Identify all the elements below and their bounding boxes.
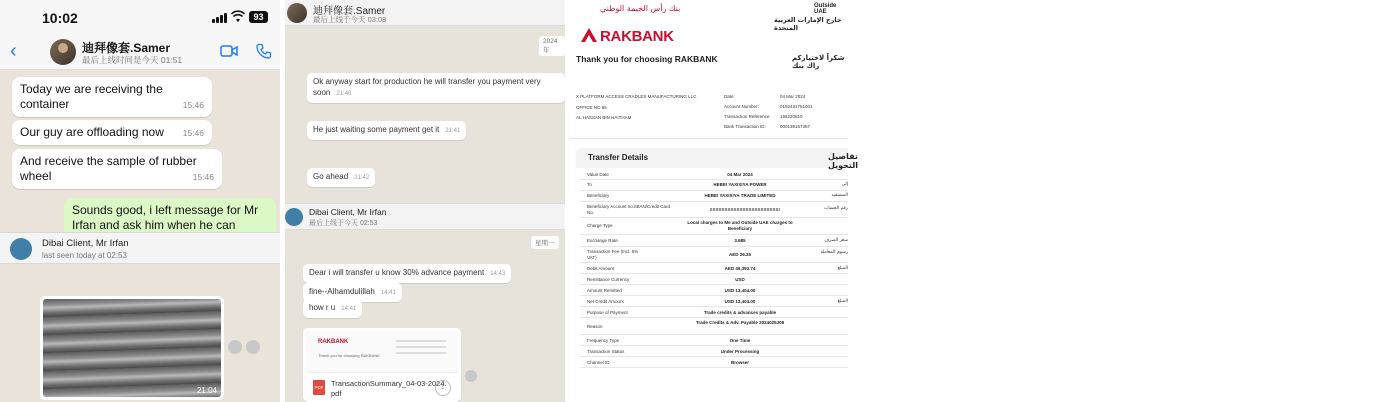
divider — [570, 138, 848, 139]
contact-avatar-icon — [10, 238, 32, 260]
last-seen: 最后上线于今天 02:53 — [309, 220, 378, 227]
contact-name[interactable]: 迪拜像套.Samer — [313, 6, 386, 17]
outside-uae-label: Outside UAE — [814, 3, 837, 15]
download-icon[interactable] — [435, 380, 451, 396]
rakbank-logo-icon — [580, 26, 598, 44]
message-text: Go ahead — [313, 172, 349, 181]
message-time: 14:41 — [380, 290, 396, 296]
pdf-file-icon: PDF — [313, 380, 325, 395]
message-time: 21:41 — [445, 128, 461, 134]
chat-header — [0, 34, 280, 70]
mobile-chat-screenshot — [0, 0, 280, 402]
contact-name: Dibai Client, Mr Irfan — [42, 238, 129, 249]
thank-you-arabic: شكراً لاختياركم راك بنك — [792, 54, 845, 70]
pdf-attachment[interactable] — [303, 328, 461, 402]
status-bar — [0, 0, 280, 34]
message-time: 21:04 — [196, 386, 217, 395]
signal-icon — [212, 13, 226, 23]
detail-row: Net Credit Amount USD 13,404.00 المبلغ — [580, 296, 848, 307]
meta-value: 04 Mar 2024 — [780, 94, 806, 99]
contact-name: Dibai Client, Mr Irfan — [309, 207, 387, 217]
forward-icon[interactable] — [465, 370, 477, 382]
brand-arabic: بنك رأس الخيمة الوطني — [600, 4, 681, 13]
message-text: fine--Alhamdulillah — [309, 287, 375, 296]
detail-row: Debit Amount AED 49,393.74 المبلغ — [580, 263, 848, 274]
message-text: Ok anyway start for production he will transfer you payment very soon — [313, 77, 541, 97]
message-text: And receive the sample of rubber wheel — [20, 154, 197, 183]
last-seen: 最后上线于今天 03:08 — [313, 15, 387, 24]
message-text: He just waiting some payment get it — [313, 125, 440, 134]
meta-value: 0192431751001 — [780, 104, 813, 109]
outside-uae-arabic: خارج الإمارات العربية المتحدة — [774, 16, 842, 32]
message-text: Dear i will transfer u know 30% advance payment — [309, 268, 485, 277]
message-time: 15:46 — [182, 128, 204, 138]
detail-row: Channel ID Browser — [580, 357, 848, 368]
message-time: 21:40 — [336, 91, 352, 97]
pdf-thumbnail — [306, 331, 458, 373]
message-bubble[interactable] — [303, 299, 362, 318]
message-text: Today we are receiving the container — [20, 82, 163, 111]
section-title-arabic: تفاصيل التحويل — [828, 152, 858, 170]
message-time: 14:43 — [490, 271, 506, 277]
back-arrow-icon[interactable]: ‹ — [10, 40, 17, 62]
detail-row: Frequency Type One Time — [580, 335, 848, 346]
second-chat-header — [0, 232, 280, 264]
chat-header — [285, 0, 565, 26]
message-bubble[interactable] — [307, 73, 565, 103]
detail-row: To HEBEI YAXIXIYA POWER إلى — [580, 180, 848, 191]
message-text: how r u — [309, 303, 336, 312]
video-call-icon[interactable] — [220, 44, 238, 58]
detail-row: Purpose of Payment Trade credits & advances payable — [580, 307, 848, 318]
date-chip: 星期一 — [531, 236, 559, 249]
file-name: TransactionSummary_04-03-2024. pdf — [331, 379, 447, 398]
avatar[interactable] — [287, 3, 307, 23]
meta-key: Account Number: — [724, 104, 759, 109]
detail-row: Charge Type Local charges to Me and Outside UAE charges to Beneficiary — [580, 218, 848, 235]
meta-key: Date: — [724, 94, 735, 99]
wifi-icon — [231, 11, 245, 23]
message-bubble[interactable] — [307, 168, 375, 187]
message-time: 15:46 — [192, 172, 214, 182]
message-bubble[interactable] — [12, 77, 212, 117]
detail-row: Amount Remitted USD 13,404.00 — [580, 285, 848, 296]
last-seen: last seen today at 02:53 — [42, 251, 127, 260]
contact-name[interactable]: 迪拜像套.Samer — [82, 41, 171, 55]
date-chip: 2024年 — [539, 36, 565, 56]
detail-row: Value Date 04 Mar 2024 — [580, 170, 848, 180]
forward-icon[interactable] — [228, 340, 242, 354]
detail-row: Reason Trade Credits & Adv. Payable 2024025J08 — [580, 318, 848, 335]
address-line: X PLATFORM ACCESS CRADLES MANUFACTURING LLC — [576, 94, 697, 99]
detail-row: Remittance Currency USD — [580, 274, 848, 285]
message-text: Sounds good, i left message for Mr Irfan and ask him when he can — [72, 203, 259, 232]
message-bubble[interactable] — [303, 264, 511, 283]
message-bubble[interactable] — [12, 120, 212, 145]
web-chat-screenshot — [285, 0, 565, 402]
message-bubble[interactable] — [12, 149, 222, 189]
meta-key: Transaction Reference: — [724, 114, 771, 119]
message-time: 14:41 — [341, 306, 357, 312]
second-chat-header — [285, 203, 565, 230]
redacted-account — [710, 208, 780, 211]
meta-key: Bank Transaction ID: — [724, 124, 766, 129]
detail-row: Transaction Fee (Incl. 5% VAT) AED 26.25 رسوم المعاملة — [580, 247, 848, 263]
bank-transfer-receipt — [570, 0, 858, 402]
message-text: Our guy are offloading now — [20, 125, 164, 139]
phone-call-icon[interactable] — [256, 43, 272, 59]
message-time: 21:42 — [354, 175, 370, 181]
status-time: 10:02 — [42, 10, 78, 26]
rakbank-logo: RAKBANK — [318, 339, 349, 345]
address-line: OFFICE NO 85 — [576, 105, 607, 110]
image-message[interactable] — [40, 296, 224, 400]
message-time: 15:46 — [182, 100, 204, 110]
section-title: Transfer Details — [588, 153, 649, 162]
contact-avatar-icon — [285, 208, 303, 226]
last-seen: 最后上线时间是今天 01:51 — [82, 55, 183, 65]
thank-you-text: Thank you for choosing RAKBANK — [576, 54, 718, 64]
address-line: AL HASSAN BIN HAITHAM — [576, 115, 632, 120]
detail-row: Beneficiary Account no./IBAN/Credit Card No. رقم الحساب — [580, 202, 848, 218]
battery-indicator: 93 — [249, 11, 268, 23]
detail-row: Beneficiary HEBEI YAXIXIYA TRADE LIMITED المستفيد — [580, 191, 848, 202]
detail-row: Transaction Status Under Processing — [580, 346, 848, 357]
reaction-icon[interactable] — [246, 340, 260, 354]
meta-value: 158220610 — [780, 114, 803, 119]
message-bubble[interactable] — [307, 121, 466, 140]
thumb-caption: Thank you for choosing RAKBANK — [318, 353, 380, 358]
avatar[interactable] — [50, 39, 76, 65]
detail-row: Exchange Rate 3.685 سعر الصرف — [580, 235, 848, 247]
rakbank-logo: RAKBANK — [600, 28, 674, 45]
transfer-details-header — [576, 148, 858, 170]
meta-value: 000139157357 — [780, 124, 811, 129]
